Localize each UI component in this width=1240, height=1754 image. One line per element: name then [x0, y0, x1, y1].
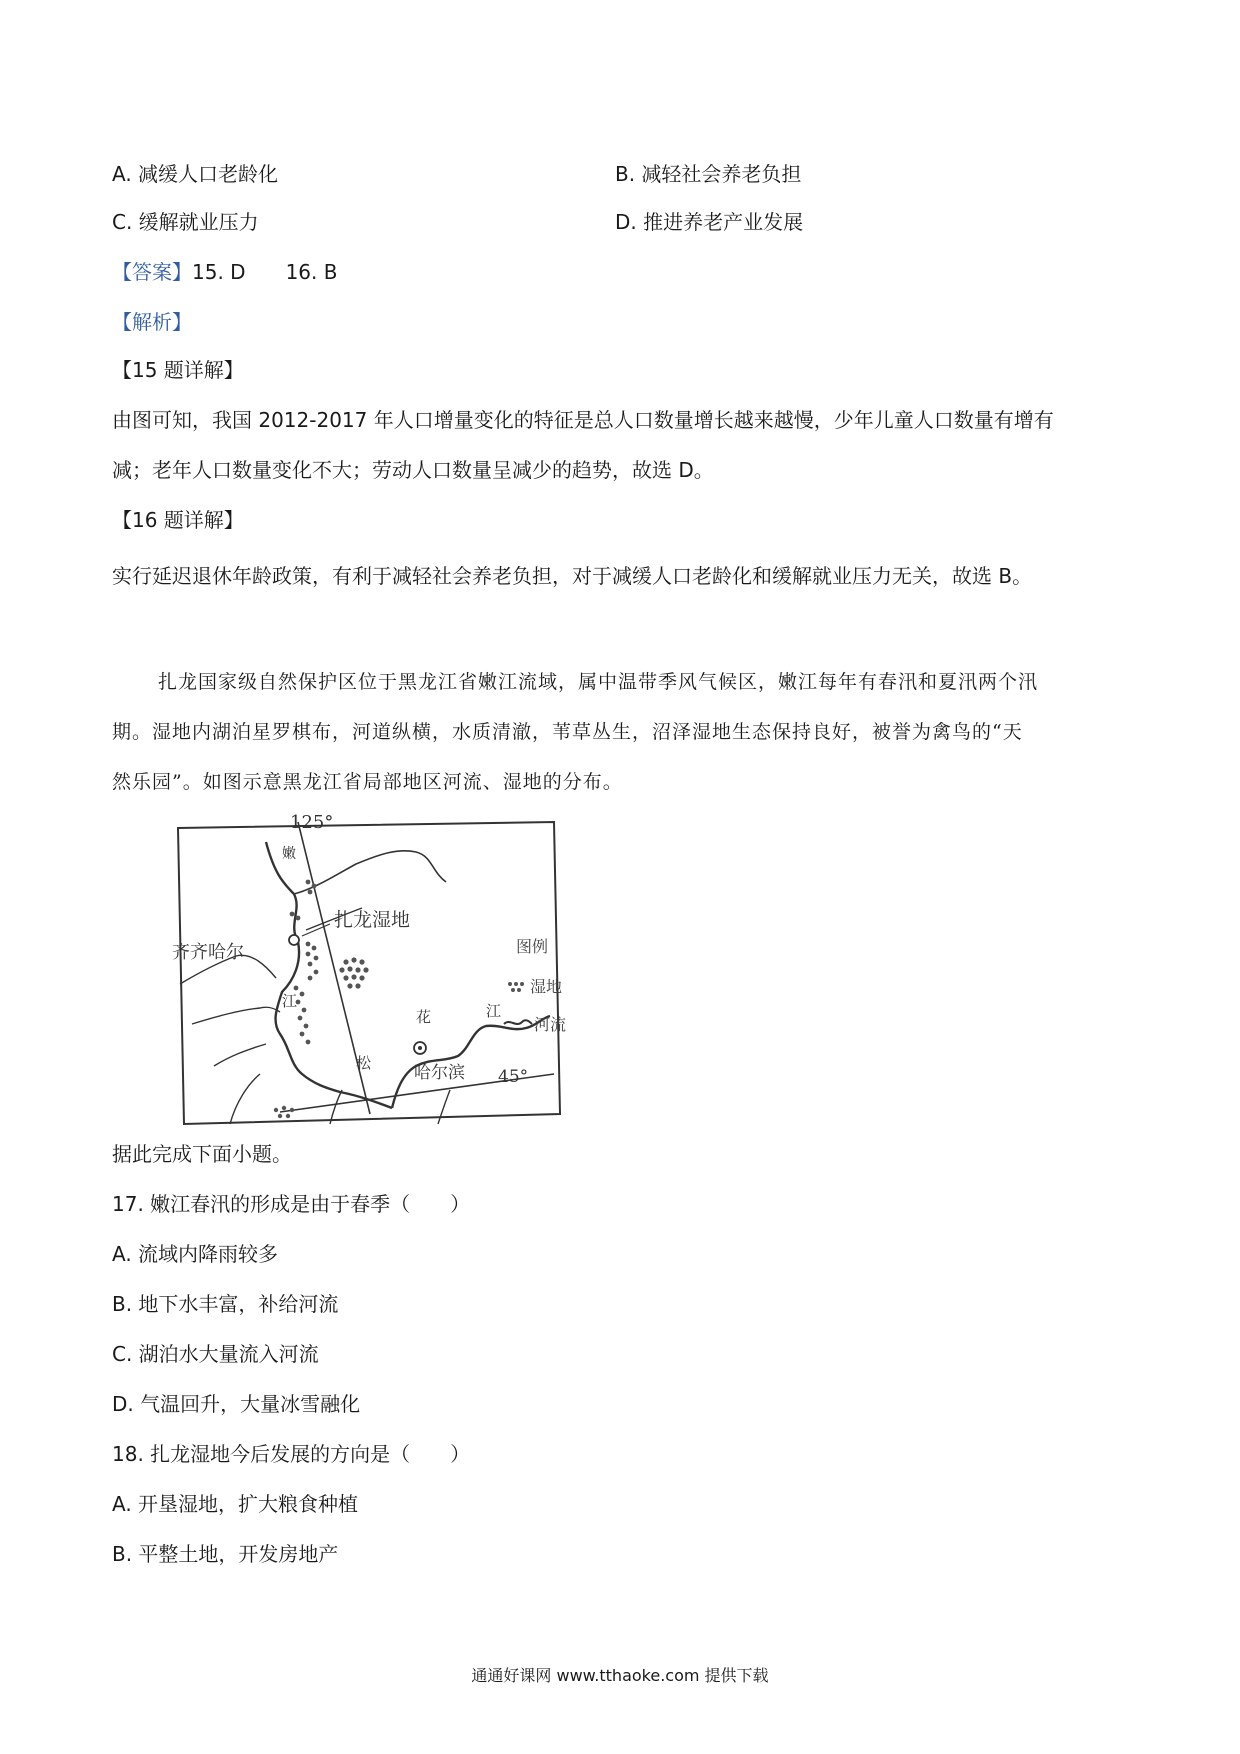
- tributary-north: [294, 851, 446, 894]
- q15-detail-line2: 减；老年人口数量变化不大；劳动人口数量呈减少的趋势，故选 D。: [112, 458, 714, 482]
- legend-river-icon: [504, 1020, 532, 1024]
- q17-option-a: A. 流域内降雨较多: [112, 1242, 279, 1266]
- q18-stem: 18. 扎龙湿地今后发展的方向是（ ）: [112, 1442, 471, 1466]
- legend-river-label: 河流: [534, 1015, 567, 1034]
- q16-detail-heading: 【16 题详解】: [112, 508, 244, 532]
- map-legend: [500, 930, 590, 1050]
- answer-line: [112, 258, 337, 286]
- label-hua: 花: [416, 1008, 432, 1026]
- q17-option-c: C. 湖泊水大量流入河流: [112, 1342, 319, 1366]
- west-tributaries: [180, 955, 280, 1124]
- page-footer: 通通好课网 www.tthaoke.com 提供下载: [471, 1666, 769, 1685]
- label-jiang-right: 江: [486, 1002, 502, 1020]
- label-song: 松: [356, 1054, 372, 1072]
- legend-title: 图例: [516, 937, 549, 956]
- nenjiang-river: [266, 842, 392, 1108]
- q15-detail-line1: 由图可知，我国 2012-2017 年人口增量变化的特征是总人口数量增长越来越慢，少年儿童人口数量有增有: [112, 408, 1054, 432]
- q15-detail-heading: 【15 题详解】: [112, 358, 244, 382]
- analysis-tag: 【解析】: [112, 310, 192, 334]
- legend-wetland-label: 湿地: [530, 977, 563, 996]
- q16-option-c: C. 缓解就业压力: [112, 210, 259, 234]
- q16-option-b: B. 减轻社会养老负担: [615, 162, 802, 186]
- q17-option-b: B. 地下水丰富，补给河流: [112, 1292, 339, 1316]
- passage-line3: 然乐园”。如图示意黑龙江省局部地区河流、湿地的分布。: [112, 771, 623, 793]
- label-zhalong: 扎龙湿地: [334, 909, 411, 931]
- label-qiqihar: 齐齐哈尔: [172, 942, 244, 963]
- q17-stem: 17. 嫩江春汛的形成是由于春季（ ）: [112, 1192, 471, 1216]
- legend-wetland-icon: [508, 982, 524, 992]
- label-nen: 嫩: [282, 846, 296, 862]
- q18-option-b: B. 平整土地，开发房地产: [112, 1542, 339, 1566]
- q16-option-a: A. 减缓人口老龄化: [112, 162, 279, 186]
- q16-option-d: D. 推进养老产业发展: [615, 210, 804, 234]
- instruction: 据此完成下面小题。: [112, 1142, 292, 1166]
- lat-label: 45°: [498, 1067, 529, 1087]
- answer-tag: 【答案】: [112, 260, 192, 284]
- passage-line2: 期。湿地内湖泊星罗棋布，河道纵横，水质清澈，苇草丛生，沼泽湿地生态保持良好，被誉为禽鸟的“天: [112, 721, 1023, 743]
- passage-line1: 扎龙国家级自然保护区位于黑龙江省嫩江流域，属中温带季风气候区，嫩江每年有春汛和夏汛两个汛: [158, 671, 1039, 693]
- lon-label: 125°: [290, 812, 334, 833]
- answer-text: 15. D 16. B: [192, 260, 338, 284]
- q17-option-d: D. 气温回升，大量冰雪融化: [112, 1392, 361, 1416]
- qiqihar-marker: [289, 935, 299, 945]
- label-jiang-left: 江: [282, 992, 298, 1010]
- q16-detail-line1: 实行延迟退休年龄政策，有利于减轻社会养老负担，对于减缓人口老龄化和缓解就业压力无关，故选 B。: [112, 564, 1033, 588]
- label-harbin: 哈尔滨: [414, 1063, 465, 1083]
- q18-option-a: A. 开垦湿地，扩大粮食种植: [112, 1492, 359, 1516]
